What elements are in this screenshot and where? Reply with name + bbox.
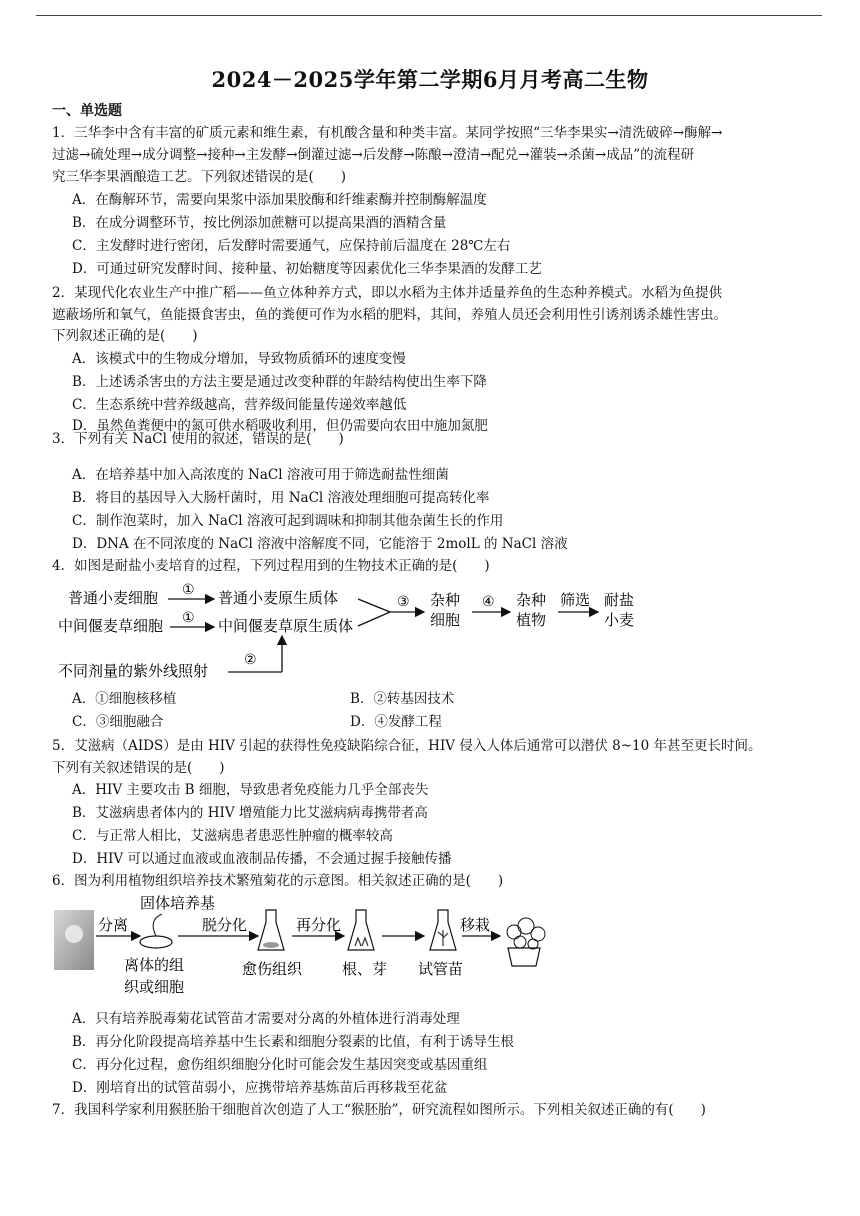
q1-option-a: A．在酶解环节，需要向果浆中添加果胶酶和纤维素酶并控制酶解温度 — [72, 192, 487, 208]
q3-option-a: A．在培养基中加入高浓度的 NaCl 溶液可用于筛选耐盐性细菌 — [72, 467, 449, 483]
q5-stem-line-2: 下列有关叙述错误的是( ) — [52, 760, 225, 776]
step1-label-top: ① — [182, 582, 195, 598]
q1-option-b: B．在成分调整环节，按比例添加蔗糖可以提高果酒的酒精含量 — [72, 215, 447, 231]
callus-label: 愈伤组织 — [242, 960, 303, 978]
q7-stem: 7．我国科学家利用猴胚胎干细胞首次创造了人工“猴胚胎”，研究流程如图所示。下列相关叙述正确的有( ) — [52, 1102, 706, 1118]
result-label-1: 耐盐 — [604, 591, 635, 609]
q2-option-d: D．虽然鱼粪便中的氮可供水稻吸收利用，但仍需要向农田中施加氮肥 — [72, 418, 488, 434]
wheat-protoplast-label: 普通小麦原生质体 — [218, 589, 339, 607]
q3-option-c: C．制作泡菜时，加入 NaCl 溶液可起到调味和抑制其他杂菌生长的作用 — [72, 513, 504, 529]
flower-photo-bloom — [65, 925, 83, 943]
q5-option-a: A．HIV 主要攻击 B 细胞，导致患者免疫能力几乎全部丧失 — [72, 782, 429, 798]
hybrid-cell-label-1: 杂种 — [430, 591, 461, 609]
screen-label: 筛选 — [560, 591, 591, 609]
pointer-line — [153, 914, 162, 936]
step2-label: ② — [244, 652, 257, 668]
flask-root-bud-icon — [348, 910, 374, 950]
q5-option-d: D．HIV 可以通过血液或血液制品传播，不会通过握手接触传播 — [72, 851, 452, 867]
q2-stem-line-1: 2．某现代化农业生产中推广稻——鱼立体种养方式，即以水稻为主体并适量养鱼的生态种养模式。水稻为鱼提供 — [52, 285, 723, 301]
q6-option-c: C．再分化过程，愈伤组织细胞分化时可能会发生基因突变或基因重组 — [72, 1057, 488, 1073]
q1-option-d: D．可通过研究发酵时间、接种量、初始糖度等因素优化三华李果酒的发酵工艺 — [72, 261, 542, 277]
hybrid-plant-label-1: 杂种 — [516, 591, 547, 609]
root-bud-shoots — [355, 938, 368, 946]
q6-tissue-culture-diagram — [52, 892, 552, 998]
merge-line-top — [358, 599, 390, 612]
step4-label: ④ — [482, 594, 495, 610]
q2-option-a: A．该模式中的生物成分增加，导致物质循环的速度变慢 — [72, 351, 406, 367]
q2-option-b: B．上述诱杀害虫的方法主要是通过改变种群的年龄结构使出生率下降 — [72, 374, 487, 390]
q2-stem-line-3: 下列叙述正确的是( ) — [52, 328, 198, 344]
step1-label-bottom: ① — [182, 610, 195, 626]
rediff-label: 再分化 — [296, 916, 342, 934]
wheat-cell-label: 普通小麦细胞 — [68, 589, 159, 607]
isolated-label-2: 织或细胞 — [124, 978, 185, 996]
q3-option-d: D．DNA 在不同浓度的 NaCl 溶液中溶解度不同，它能溶于 2molL 的 NaCl 溶液 — [72, 536, 568, 552]
q5-option-c: C．与正常人相比，艾滋病患者患恶性肿瘤的概率较高 — [72, 828, 393, 844]
q3-stem: 3．下列有关 NaCl 使用的叙述，错误的是( ) — [52, 431, 344, 447]
q1-stem-line-1: 1．三华李中含有丰富的矿质元素和维生素，有机酸含量和种类丰富。某同学按照“三华李果实→清洗破碎→酶解→ — [52, 125, 723, 141]
seedling-label: 试管苗 — [418, 960, 464, 978]
q4-option-c: C．③细胞融合 — [72, 714, 164, 730]
hybrid-cell-label-2: 细胞 — [430, 611, 461, 629]
q4-stem: 4．如图是耐盐小麦培育的过程，下列过程用到的生物技术正确的是( ) — [52, 558, 490, 574]
transplant-label: 移栽 — [460, 916, 491, 934]
section-heading: 一、单选题 — [52, 103, 122, 119]
q1-stem-line-2: 过滤→硫处理→成分调整→接种→主发酵→倒灌过滤→后发酵→陈酿→澄清→配兑→灌装→杀菌→成品”的流程研 — [52, 147, 695, 163]
result-label-2: 小麦 — [604, 611, 635, 629]
q6-option-b: B．再分化阶段提高培养基中生长素和细胞分裂素的比值，有利于诱导生根 — [72, 1034, 514, 1050]
q4-wheat-breeding-diagram — [52, 578, 652, 686]
q4-option-b: B．②转基因技术 — [350, 691, 455, 707]
q5-option-b: B．艾滋病患者体内的 HIV 增殖能力比艾滋病病毒携带者高 — [72, 805, 428, 821]
uv-label: 不同剂量的紫外线照射 — [58, 662, 209, 680]
page-title: 2024－2025学年第二学期6月月考高二生物 — [211, 67, 649, 92]
hybrid-plant-label-2: 植物 — [516, 611, 547, 629]
grass-cell-label: 中间偃麦草细胞 — [58, 617, 164, 635]
q5-stem-line-1: 5．艾滋病（AIDS）是由 HIV 引起的获得性免疫缺陷综合征，HIV 侵入人体后通常可以潜伏 8~10 年甚至更长时间。 — [52, 738, 762, 754]
seedling-sprout — [438, 930, 448, 946]
potted-chrysanthemum-icon — [507, 918, 545, 966]
solid-medium-label: 固体培养基 — [140, 894, 216, 912]
q1-stem-line-3: 究三华李果酒酿造工艺。下列叙述错误的是( ) — [52, 169, 347, 185]
dediff-label: 脱分化 — [202, 916, 248, 934]
q1-option-c: C．主发酵时进行密闭，后发酵时需要通气，应保持前后温度在 28℃左右 — [72, 238, 511, 254]
q6-stem: 6．图为利用植物组织培养技术繁殖菊花的示意图。相关叙述正确的是( ) — [52, 873, 504, 889]
q3-option-b: B．将目的基因导入大肠杆菌时，用 NaCl 溶液处理细胞可提高转化率 — [72, 490, 490, 506]
q4-option-a: A．①细胞核移植 — [72, 691, 177, 707]
callus-mass — [263, 942, 279, 948]
q2-option-c: C．生态系统中营养级越高，营养级间能量传递效率越低 — [72, 397, 407, 413]
q4-option-d: D．④发酵工程 — [350, 714, 442, 730]
q6-option-a: A．只有培养脱毒菊花试管苗才需要对分离的外植体进行消毒处理 — [72, 1011, 460, 1027]
q6-option-d: D．刚培育出的试管苗弱小，应携带培养基炼苗后再移栽至花盆 — [72, 1080, 448, 1096]
isolated-label-1: 离体的组 — [124, 956, 185, 974]
merge-line-bottom — [358, 612, 390, 626]
header-rule — [36, 15, 822, 16]
q2-stem-line-2: 遮蔽场所和氧气，鱼能摄食害虫，鱼的粪便可作为水稻的肥料，其间，养殖人员还会利用性引诱剂诱杀雄性害虫。 — [52, 307, 727, 323]
separate-label: 分离 — [98, 916, 129, 934]
grass-protoplast-label: 中间偃麦草原生质体 — [218, 617, 354, 635]
root-bud-label: 根、芽 — [342, 960, 388, 978]
step3-label: ③ — [397, 594, 410, 610]
petri-dish-icon — [140, 936, 172, 948]
